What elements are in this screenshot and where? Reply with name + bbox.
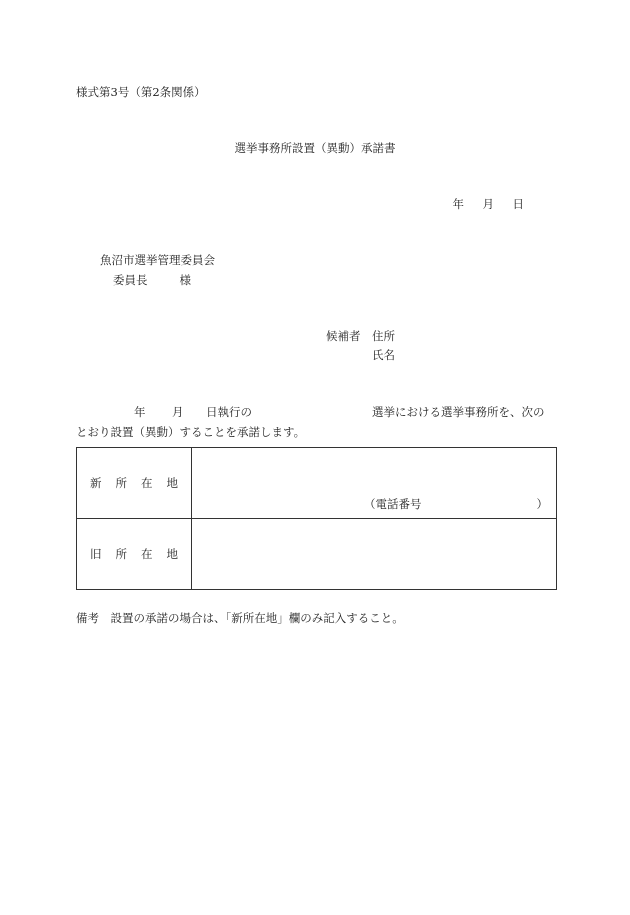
phone-label: （電話番号 xyxy=(364,497,422,511)
body-day-exec: 日執行の xyxy=(206,405,252,419)
table-row-new xyxy=(77,448,557,519)
new-location-field[interactable] xyxy=(192,448,557,519)
old-location-label-text: 旧所在地 xyxy=(90,546,192,561)
addressee-org: 魚沼市選挙管理委員会 xyxy=(100,253,215,267)
addressee-title: 委員長 xyxy=(113,273,148,287)
body-line-2: とおり設置（異動）することを承諾します。 xyxy=(76,425,306,439)
body-line1-rest: 選挙における選挙事務所を、次の xyxy=(372,405,545,419)
document-title: 選挙事務所設置（異動）承諾書 xyxy=(234,141,396,155)
old-location-label xyxy=(77,519,192,590)
new-location-label xyxy=(77,448,192,519)
date-day: 日 xyxy=(512,197,524,211)
remarks-note: 備考 設置の承諾の場合は、「新所在地」欄のみ記入すること。 xyxy=(76,611,404,625)
body-year: 年 xyxy=(134,405,146,419)
new-location-label-text: 新所在地 xyxy=(90,475,192,490)
date-year: 年 xyxy=(452,197,464,211)
candidate-label: 候補者 xyxy=(326,329,361,343)
body-month: 月 xyxy=(172,405,184,419)
candidate-name-label: 氏名 xyxy=(372,348,395,362)
date-month: 月 xyxy=(482,197,494,211)
addressee-title-line xyxy=(113,272,191,289)
old-location-field[interactable] xyxy=(192,519,557,590)
date-line xyxy=(434,196,524,213)
form-number: 様式第3号（第2条関係） xyxy=(76,85,206,99)
phone-close-paren: ） xyxy=(536,497,548,511)
table-row-old xyxy=(77,519,557,590)
location-table xyxy=(76,447,557,590)
addressee-honorific: 様 xyxy=(179,273,191,287)
candidate-address-label: 住所 xyxy=(372,329,395,343)
